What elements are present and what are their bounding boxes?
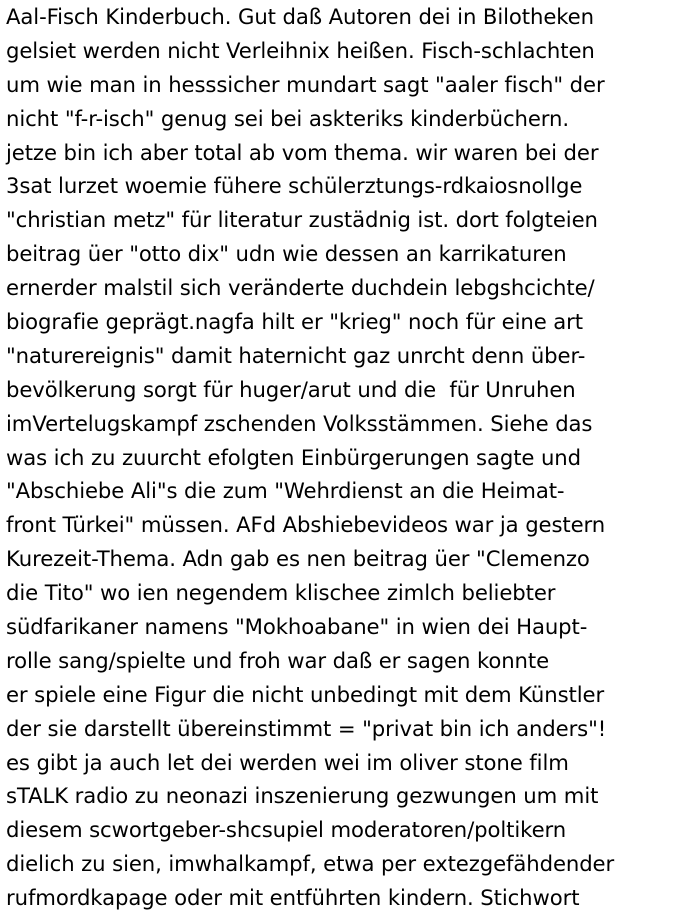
text-line: rufmordkapage oder mit entführten kindern. Stichwort xyxy=(6,885,580,911)
text-line: "Abschiebe Ali"s die zum "Wehrdienst an die Heimat- xyxy=(6,478,565,504)
text-line: gelsiet werden nicht Verleihnix heißen. Fisch-schlachten xyxy=(6,37,595,63)
text-line: um wie man in hesssicher mundart sagt "aaler fisch" der xyxy=(6,71,605,97)
text-line: rolle sang/spielte und froh war daß er sagen konnte xyxy=(6,647,550,673)
text-line: "christian metz" für literatur zustädnig ist. dort folgteien xyxy=(6,207,598,233)
text-line: imVertelugskampf zschenden Volksstämmen. Siehe das xyxy=(6,410,593,436)
text-line: 3sat lurzet woemie fühere schülerztungs-rdkaiosnollge xyxy=(6,173,583,199)
text-line: die Tito" wo ien negendem klischee zimlch beliebter xyxy=(6,580,556,606)
text-line: "naturereignis" damit haternicht gaz unrcht denn über- xyxy=(6,342,586,368)
text-line: bevölkerung sorgt für huger/arut und die für Unruhen xyxy=(6,376,576,402)
text-line: ernerder malstil sich veränderte duchdein lebgshcichte/ xyxy=(6,275,595,301)
text-line: diesem scwortgeber-shcsupiel moderatoren/poltikern xyxy=(6,817,567,843)
text-line: sTALK radio zu neonazi inszenierung gezwungen um mit xyxy=(6,783,599,809)
text-line: er spiele eine Figur die nicht unbedingt mit dem Künstler xyxy=(6,681,605,707)
text-line: Aal-Fisch Kinderbuch. Gut daß Autoren dei in Bilotheken xyxy=(6,4,594,29)
text-line: Kurezeit-Thema. Adn gab es nen beitrag üer "Clemenzo xyxy=(6,546,590,572)
text-line: biografie geprägt.nagfa hilt er "krieg" noch für eine art xyxy=(6,309,583,335)
text-line: der sie darstellt übereinstimmt = "privat bin ich anders"! xyxy=(6,715,607,741)
text-line: was ich zu zuurcht efolgten Einbürgerungen sagte und xyxy=(6,444,581,470)
text-line: es gibt ja auch let dei werden wei im oliver stone film xyxy=(6,749,569,775)
body-text xyxy=(6,0,682,915)
text-line: beitrag üer "otto dix" udn wie dessen an karrikaturen xyxy=(6,241,567,267)
text-line: jetze bin ich aber total ab vom thema. wir waren bei der xyxy=(6,139,599,165)
text-line: nicht "f-r-isch" genug sei bei askteriks kinderbüchern. xyxy=(6,105,569,131)
text-line: dielich zu sien, imwhalkampf, etwa per extezgefähdender xyxy=(6,851,615,877)
text-line: südfarikaner namens "Mokhoabane" in wien dei Haupt- xyxy=(6,614,588,640)
text-line: front Türkei" müssen. AFd Abshiebevideos war ja gestern xyxy=(6,512,606,538)
